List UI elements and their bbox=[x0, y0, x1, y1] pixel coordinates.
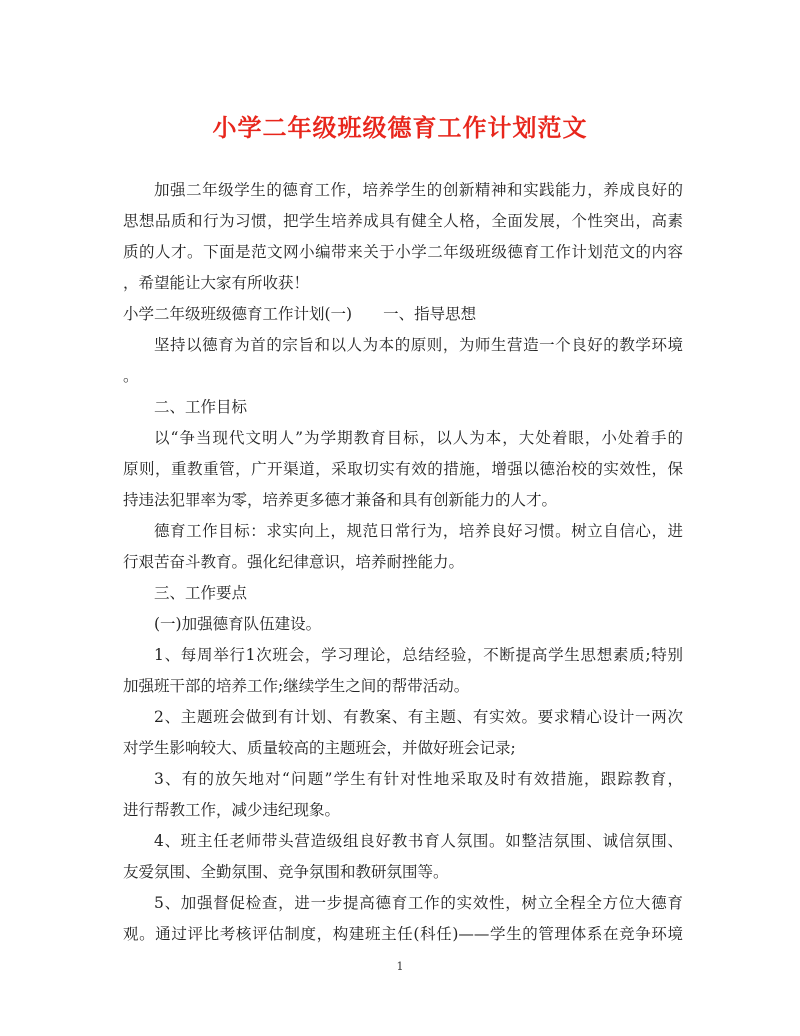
section-heading-line: 小学二年级班级德育工作计划(一) 一、指导思想 bbox=[123, 305, 477, 323]
paragraph-line: 原则，重教重管，广开渠道，采取切实有效的措施，增强以德治校的实效性，保 bbox=[123, 460, 683, 478]
list-item-line: 3、有的放矢地对“问题”学生有针对性地采取及时有效措施，跟踪教育， bbox=[154, 770, 683, 788]
subsection-heading: (一)加强德育队伍建设。 bbox=[154, 615, 322, 633]
paragraph-line: 德育工作目标：求实向上，规范日常行为，培养良好习惯。树立自信心，进 bbox=[154, 522, 683, 540]
paragraph-line: 质的人才。下面是范文网小编带来关于小学二年级班级德育工作计划范文的内容 bbox=[123, 243, 683, 261]
paragraph-line: 加强二年级学生的德育工作，培养学生的创新精神和实践能力，养成良好的 bbox=[154, 181, 683, 199]
paragraph-line: 持违法犯罪率为零，培养更多德才兼备和具有创新能力的人才。 bbox=[123, 491, 558, 509]
list-item-line: 加强班干部的培养工作;继续学生之间的帮带活动。 bbox=[123, 677, 470, 695]
paragraph-line: ，希望能让大家有所收获！ bbox=[123, 274, 310, 292]
list-item-line: 1、每周举行1次班会，学习理论，总结经验，不断提高学生思想素质;特别 bbox=[154, 646, 683, 664]
paragraph-line: 。 bbox=[123, 367, 139, 385]
list-item-line: 2、主题班会做到有计划、有教案、有主题、有实效。要求精心设计一两次 bbox=[154, 708, 683, 726]
paragraph-line: 思想品质和行为习惯，把学生培养成具有健全人格，全面发展，个性突出，高素 bbox=[123, 212, 683, 230]
document-title: 小学二年级班级德育工作计划范文 bbox=[212, 113, 588, 142]
list-item-line: 进行帮教工作，减少违纪现象。 bbox=[123, 801, 341, 819]
section-heading: 二、工作目标 bbox=[154, 398, 248, 416]
list-item-line: 4、班主任老师带头营造级组良好教书育人氛围。如整洁氛围、诚信氛围、 bbox=[154, 832, 683, 850]
list-item-line: 观。通过评比考核评估制度，构建班主任(科任)——学生的管理体系在竞争环境 bbox=[123, 925, 683, 943]
paragraph-line: 坚持以德育为首的宗旨和以人为本的原则，为师生营造一个良好的教学环境 bbox=[154, 336, 683, 354]
list-item-line: 5、加强督促检查，进一步提高德育工作的实效性，树立全程全方位大德育 bbox=[154, 894, 683, 912]
section-heading: 三、工作要点 bbox=[154, 584, 248, 602]
list-item-line: 对学生影响较大、质量较高的主题班会，并做好班会记录; bbox=[123, 739, 516, 757]
paragraph-line: 以“争当现代文明人”为学期教育目标，以人为本，大处着眼，小处着手的 bbox=[154, 429, 683, 447]
paragraph-line: 行艰苦奋斗教育。强化纪律意识，培养耐挫能力。 bbox=[123, 553, 465, 571]
page-number: 1 bbox=[396, 960, 404, 973]
list-item-line: 友爱氛围、全勤氛围、竞争氛围和教研氛围等。 bbox=[123, 863, 449, 881]
